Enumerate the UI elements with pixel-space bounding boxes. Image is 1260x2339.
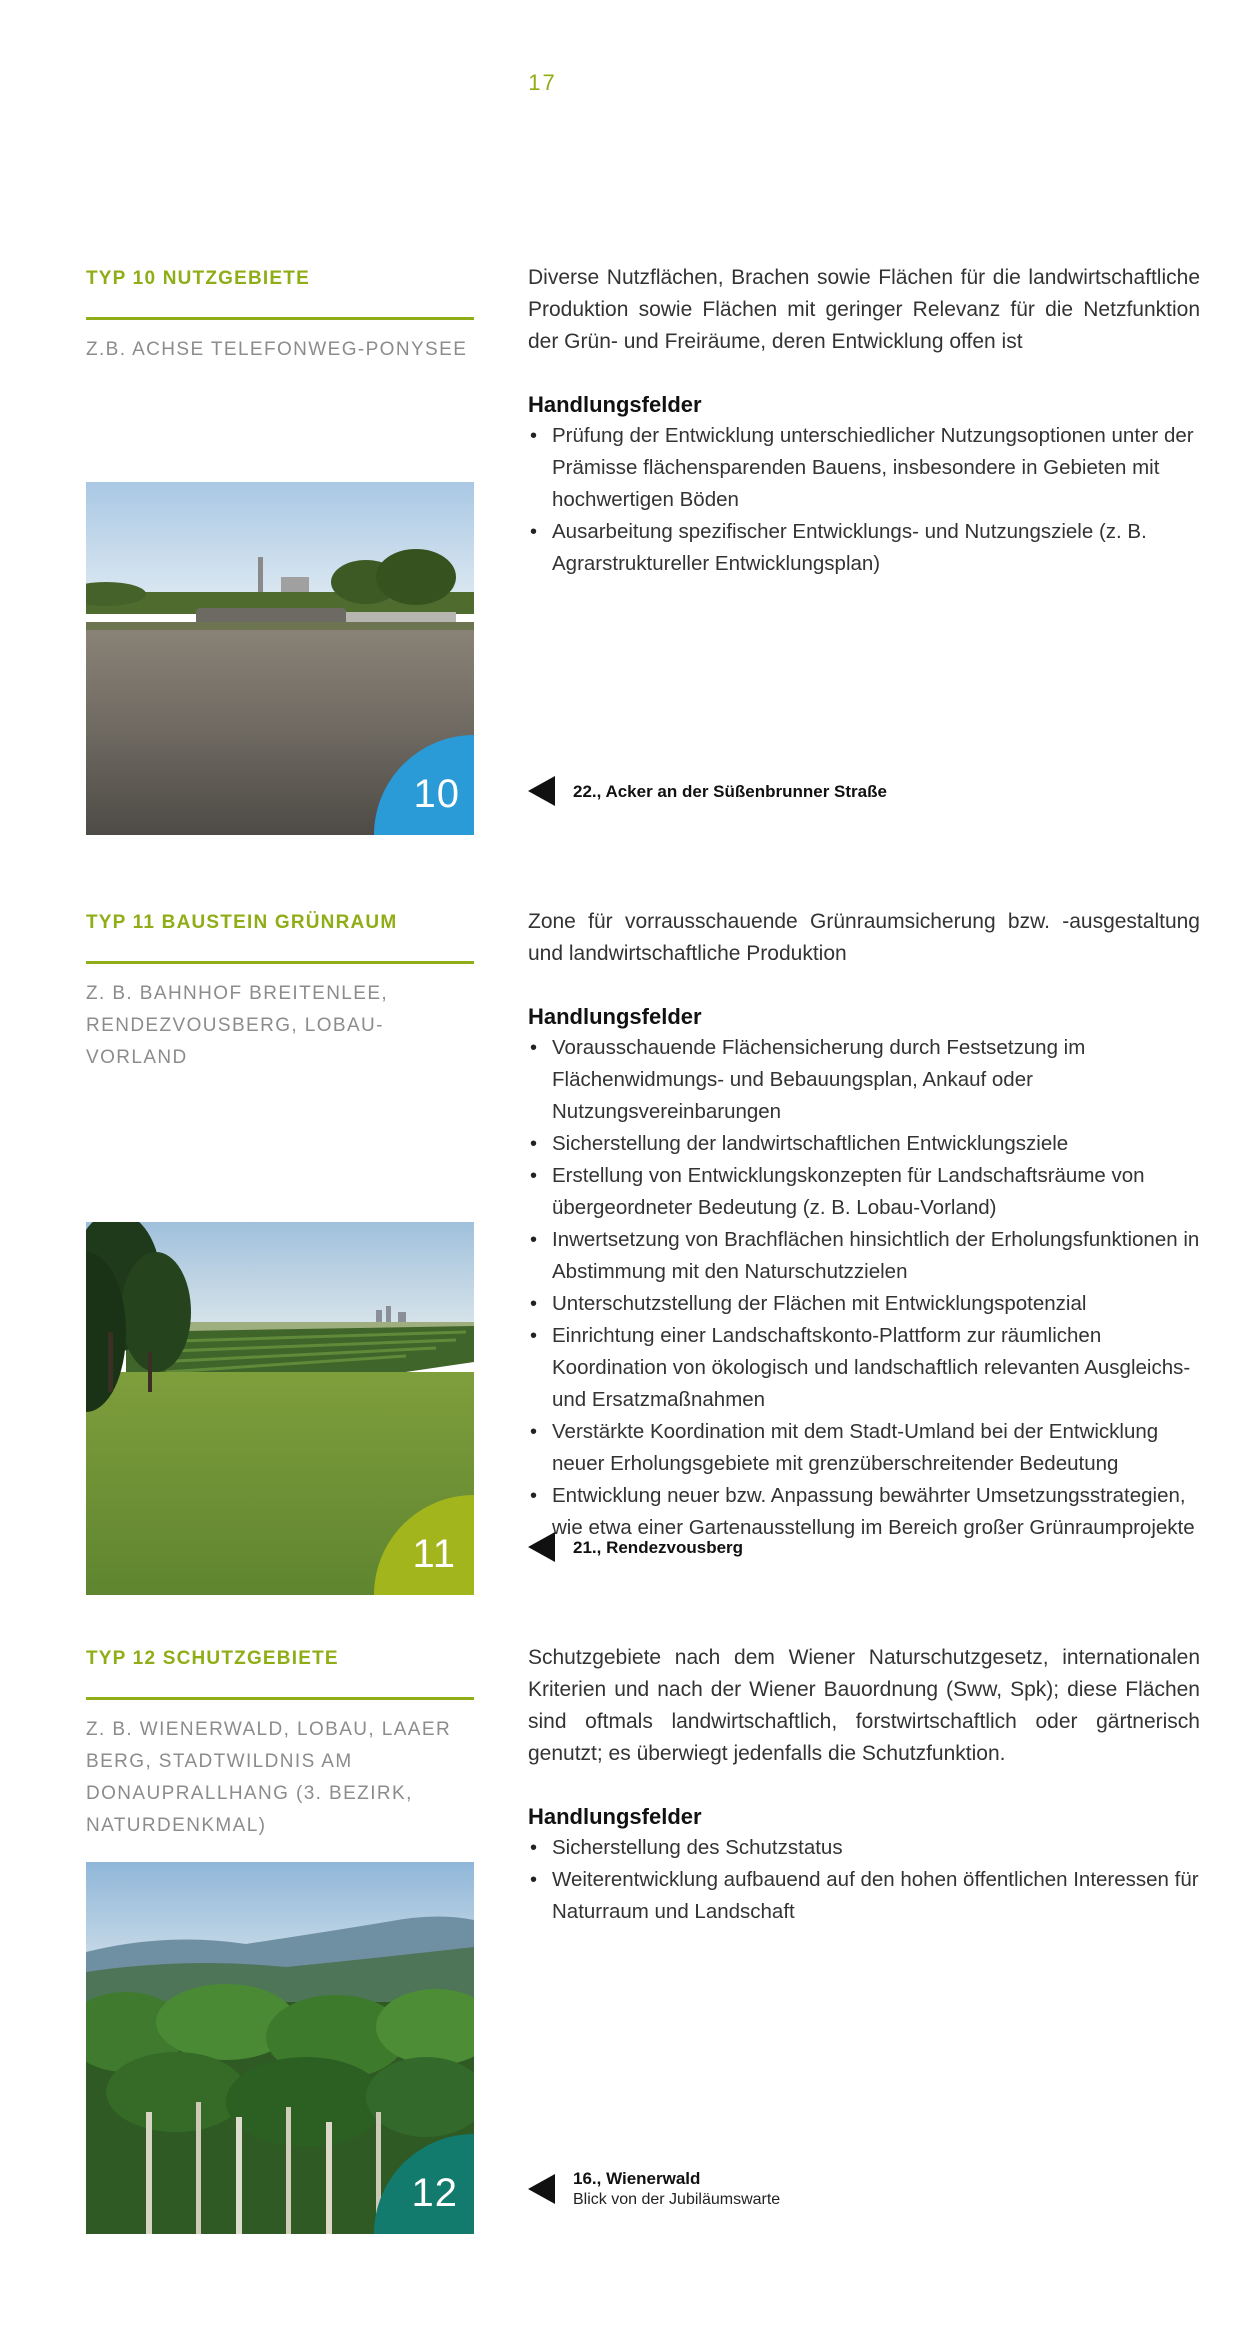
left-arrow-icon: [528, 1532, 555, 1562]
caption-title: 21., Rendezvousberg: [573, 1537, 744, 1557]
left-arrow-icon: [528, 776, 555, 806]
type-11-content: [528, 906, 1200, 1544]
handlungsfelder-heading: Handlungsfelder: [528, 1004, 702, 1029]
photo-acker: [86, 482, 474, 835]
list-item: • Verstärkte Koordination mit dem Stadt-Umland bei der Entwicklung neuer Erholungsgebiete mit grenzüberschreitender Bedeutung: [528, 1416, 1200, 1480]
intro-text: Schutzgebiete nach dem Wiener Naturschutzgesetz, internationalen Kriterien und nach der Wiener Bauordnung (Sww, Spk); diese Flächen sind oftmals landwirtschaftlich, forstwirtschaftlich oder gärtnerisch genutzt; es überwiegt jedenfalls die Schutzfunktion.: [528, 1646, 1200, 1765]
type-title: TYP 11 BAUSTEIN GRÜNRAUM: [86, 912, 398, 933]
photo-caption: [528, 776, 887, 806]
list-item: • Sicherstellung der landwirtschaftlichen Entwicklungsziele: [528, 1128, 1200, 1160]
type-10-content: [528, 262, 1200, 580]
caption-title: 16., Wienerwald: [573, 2169, 701, 2188]
handlungsfelder-heading: Handlungsfelder: [528, 392, 702, 417]
handlungsfelder-list: [528, 1832, 1200, 1928]
photo-number-badge: 11: [412, 1532, 456, 1576]
divider: [86, 1697, 474, 1700]
divider: [86, 961, 474, 964]
type-10-header: [86, 268, 474, 366]
type-example: Z.B. ACHSE TELEFONWEG-PONYSEE: [86, 339, 468, 360]
intro-text: Zone für vorrausschauende Grünraumsicherung bzw. -ausgestaltung und landwirtschaftliche Produktion: [528, 910, 1200, 965]
photo-number-badge: 10: [413, 772, 460, 816]
photo-caption: [528, 2168, 780, 2210]
list-item: • Erstellung von Entwicklungskonzepten für Landschaftsräume von übergeordneter Bedeutung (z. B. Lobau-Vorland): [528, 1160, 1200, 1224]
list-item: • Inwertsetzung von Brachflächen hinsichtlich der Erholungsfunktionen in Abstimmung mit den Naturschutzzielen: [528, 1224, 1200, 1288]
handlungsfelder-list: [528, 1032, 1200, 1544]
list-item: • Vorausschauende Flächensicherung durch Festsetzung im Flächenwidmungs- und Bebauungsplan, Ankauf oder Nutzungsvereinbarungen: [528, 1032, 1200, 1128]
handlungsfelder-heading: Handlungsfelder: [528, 1804, 702, 1829]
divider: [86, 317, 474, 320]
list-item: • Einrichtung einer Landschaftskonto-Plattform zur räumlichen Koordination von ökologisch und landschaftlich relevanten Ausgleichs- und Ersatzmaßnahmen: [528, 1320, 1200, 1416]
list-item: • Prüfung der Entwicklung unterschiedlicher Nutzungsoptionen unter der Prämisse flächensparenden Bauens, insbesondere in Gebieten mit hochwertigen Böden: [528, 420, 1200, 516]
caption-title: 22., Acker an der Süßenbrunner Straße: [573, 781, 887, 801]
type-12-header: [86, 1648, 474, 1842]
type-12-content: [528, 1642, 1200, 1928]
type-title: TYP 10 NUTZGEBIETE: [86, 268, 310, 289]
photo-wienerwald: [86, 1862, 474, 2234]
left-arrow-icon: [528, 2174, 555, 2204]
photo-caption: [528, 1532, 743, 1562]
type-example: Z. B. BAHNHOF BREITENLEE, RENDEZVOUSBERG, LOBAU-VORLAND: [86, 983, 389, 1068]
list-item: • Unterschutzstellung der Flächen mit Entwicklungspotenzial: [528, 1288, 1200, 1320]
list-item: • Sicherstellung des Schutzstatus: [528, 1832, 1200, 1864]
photo-rendezvousberg: [86, 1222, 474, 1595]
caption-subtitle: Blick von der Jubiläumswarte: [573, 2191, 781, 2208]
intro-text: Diverse Nutzflächen, Brachen sowie Flächen für die landwirtschaftliche Produktion sowie Flächen mit geringer Relevanz für die Netzfunktion der Grün- und Freiräume, deren Entwicklung offen ist: [528, 266, 1200, 353]
list-item: • Entwicklung neuer bzw. Anpassung bewährter Umsetzungsstrategien, wie etwa einer Gartenausstellung im Bereich großer Grünraumprojekte: [528, 1480, 1200, 1544]
type-11-header: [86, 912, 474, 1074]
page-number: 17: [528, 70, 557, 95]
type-example: Z. B. WIENERWALD, LOBAU, LAAER BERG, STADTWILDNIS AM DONAUPRALLHANG (3. BEZIRK, NATURDENKMAL): [86, 1719, 452, 1836]
list-item: • Weiterentwicklung aufbauend auf den hohen öffentlichen Interessen für Naturraum und Landschaft: [528, 1864, 1200, 1928]
type-title: TYP 12 SCHUTZGEBIETE: [86, 1648, 339, 1669]
photo-number-badge: 12: [411, 2171, 458, 2215]
list-item: • Ausarbeitung spezifischer Entwicklungs- und Nutzungsziele (z. B. Agrarstruktureller Entwicklungsplan): [528, 516, 1200, 580]
handlungsfelder-list: [528, 420, 1200, 580]
